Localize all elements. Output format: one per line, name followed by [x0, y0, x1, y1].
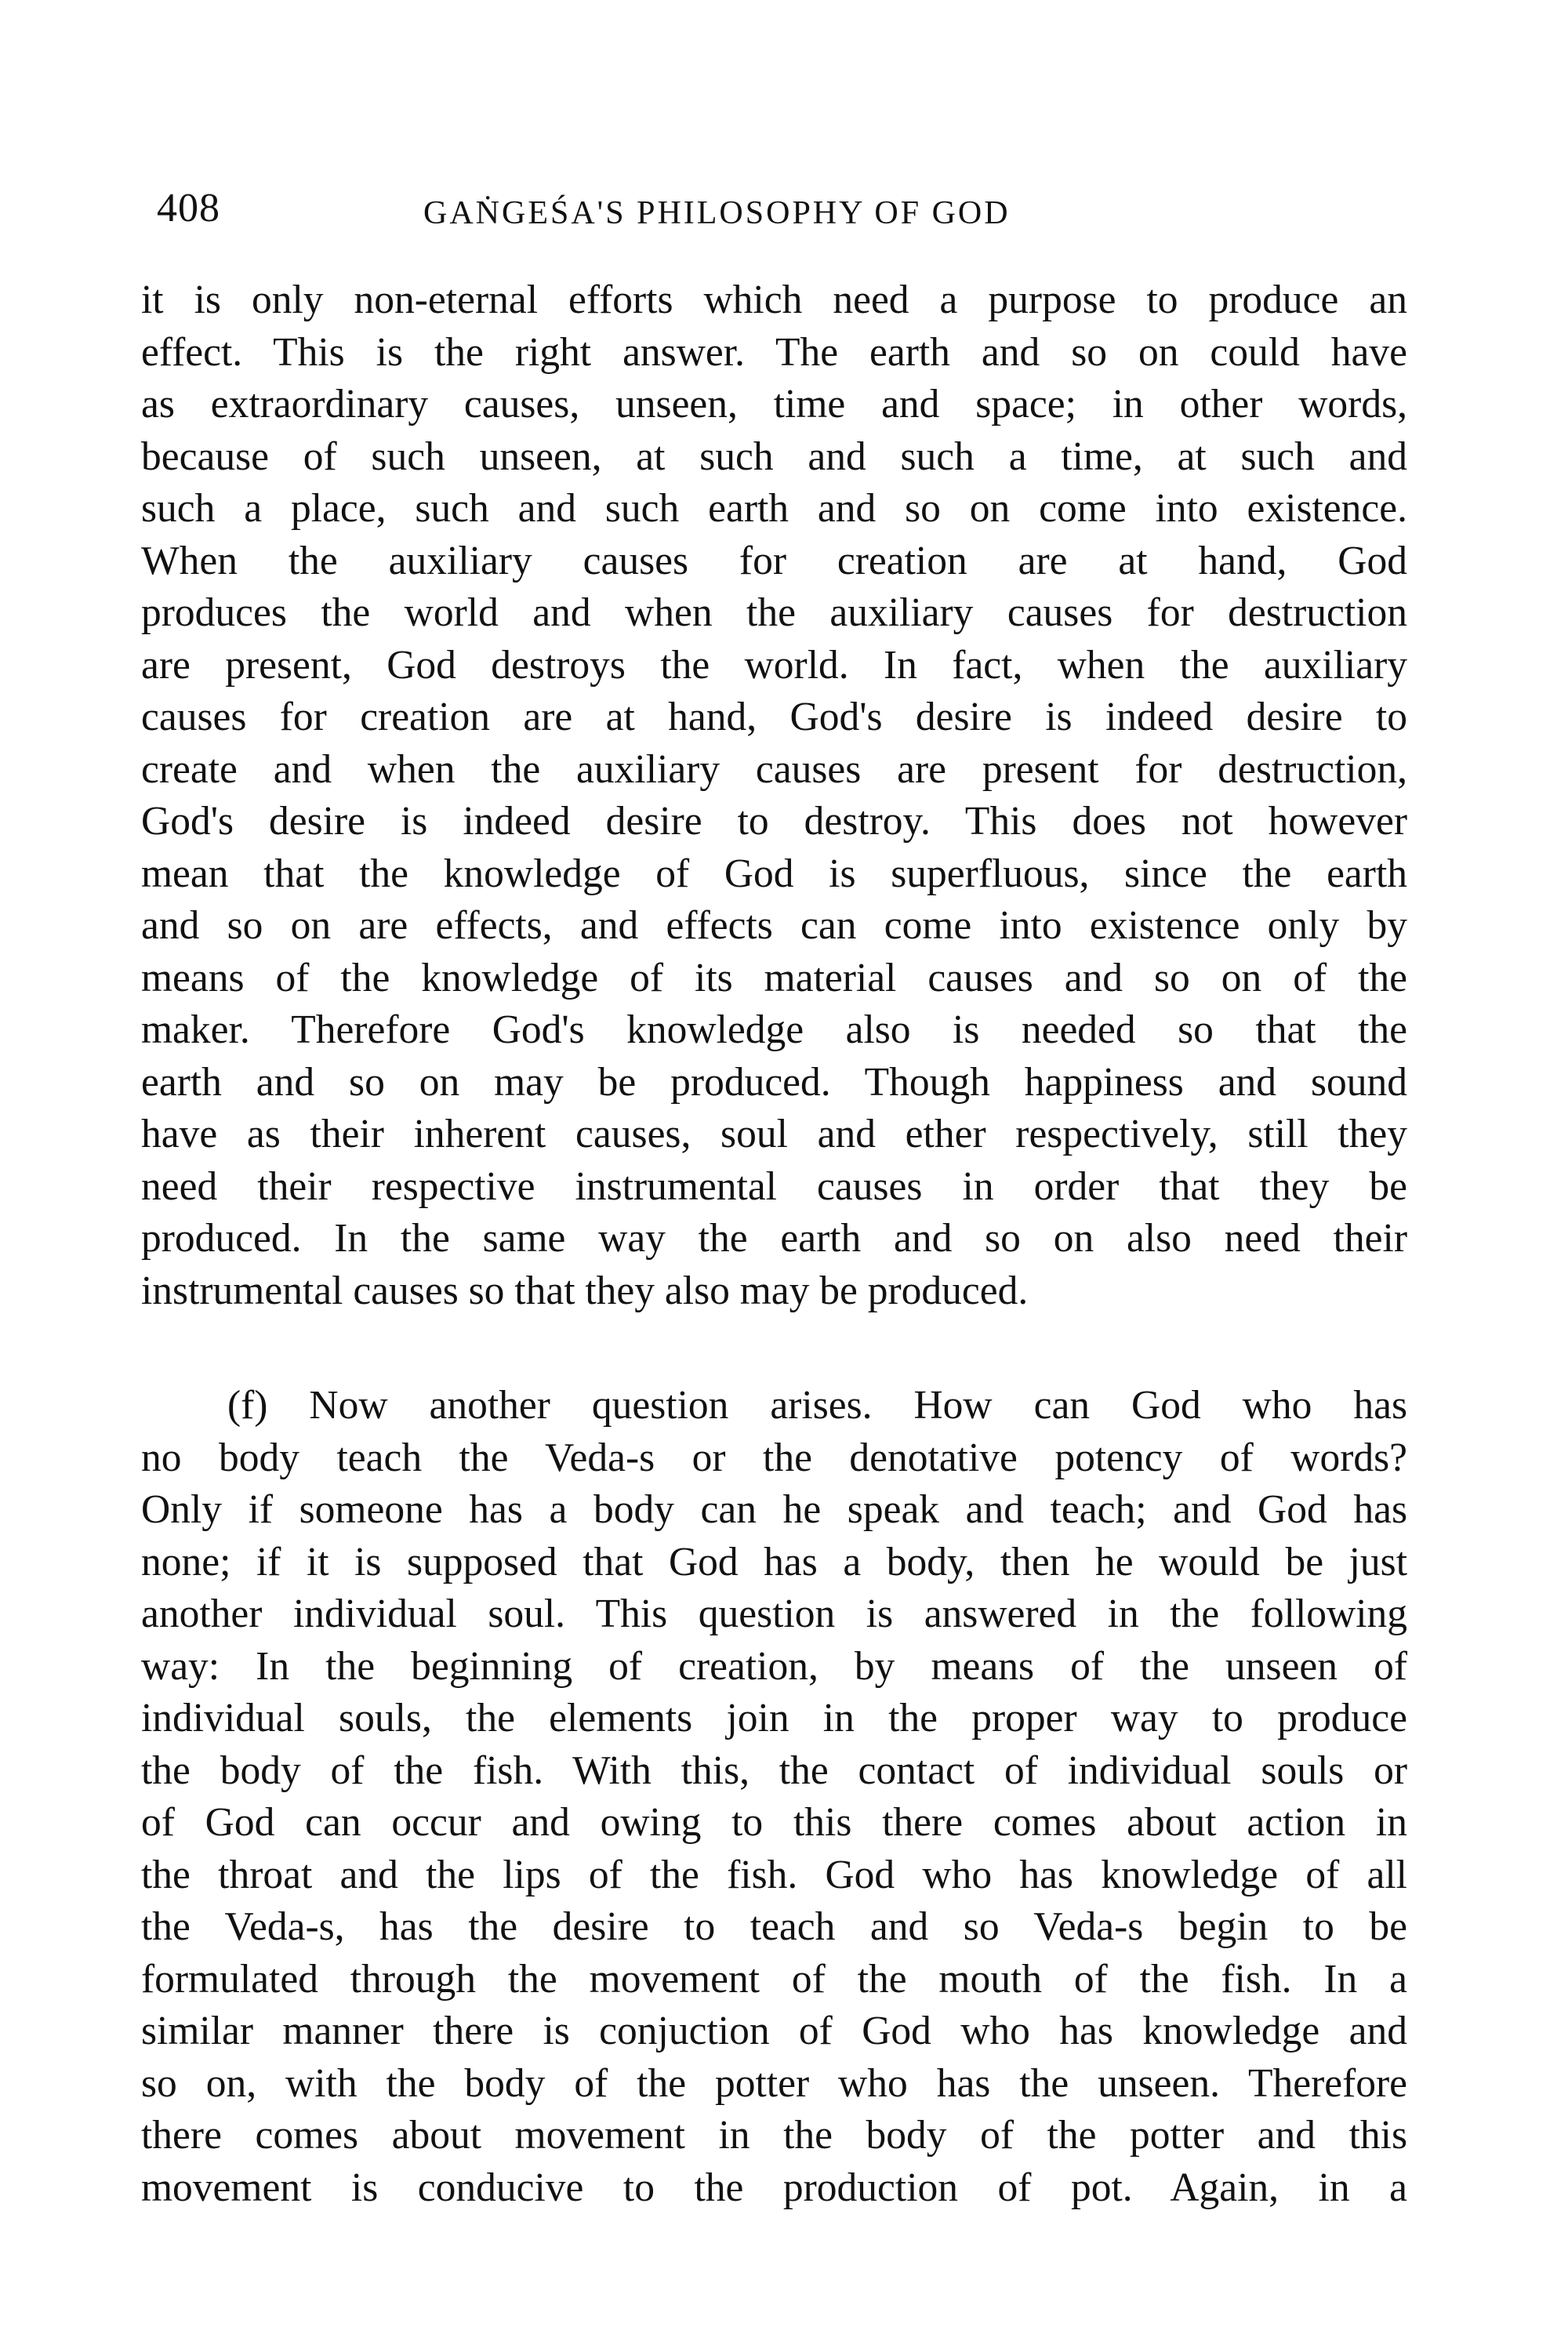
text-line: way: In the beginning of creation, by means of the unseen of — [141, 1643, 1407, 1689]
text-line: produces the world and when the auxiliary causes for destruction — [141, 590, 1407, 635]
text-line: there comes about movement in the body of the potter and this — [141, 2113, 1407, 2158]
text-line: the Veda-s, has the desire to teach and so Veda-s begin to be — [141, 1904, 1407, 1949]
paragraph-2 — [141, 1380, 1407, 2214]
text-line: effect. This is the right answer. The earth and so on could have — [141, 329, 1407, 375]
running-title: GAṄGEŚA'S PHILOSOPHY OF GOD — [423, 195, 1011, 231]
text-line: individual souls, the elements join in the proper way to produce — [141, 1696, 1407, 1740]
text-line: and so on are effects, and effects can come into existence only by — [141, 903, 1407, 948]
text-line: so on, with the body of the potter who has the unseen. Therefore — [141, 2060, 1407, 2106]
text-line: instrumental causes so that they also may be produced. — [141, 1268, 1029, 1313]
text-line: such a place, such and such earth and so on come into existence. — [141, 486, 1407, 531]
text-line: movement is conducive to the production of pot. Again, in a — [141, 2165, 1407, 2210]
text-line: similar manner there is conjuction of God who has knowledge and — [141, 2009, 1407, 2053]
text-line: as extraordinary causes, unseen, time and space; in other words, — [141, 382, 1407, 426]
text-line: none; if it is supposed that God has a body, then he would be just — [141, 1539, 1407, 1584]
text-line: formulated through the movement of the mouth of the fish. In a — [141, 1956, 1407, 2002]
text-line: no body teach the Veda-s or the denotative potency of words? — [141, 1435, 1407, 1480]
paragraph-1 — [141, 274, 1407, 1317]
page-number: 408 — [157, 186, 220, 230]
text-line: the body of the fish. With this, the contact of individual souls or — [141, 1748, 1407, 1793]
text-line: Only if someone has a body can he speak and teach; and God has — [141, 1487, 1407, 1532]
text-line: create and when the auxiliary causes are present for destruction, — [141, 746, 1407, 792]
text-line: When the auxiliary causes for creation are at hand, God — [141, 538, 1407, 583]
text-line: causes for creation are at hand, God's desire is indeed desire to — [141, 695, 1407, 739]
text-line: it is only non-eternal efforts which need a purpose to produce an — [141, 278, 1407, 322]
text-line: the throat and the lips of the fish. God who has knowledge of all — [141, 1852, 1407, 1897]
text-line: because of such unseen, at such and such a time, at such and — [141, 434, 1407, 479]
text-line: God's desire is indeed desire to destroy. This does not however — [141, 799, 1407, 844]
text-line: need their respective instrumental causes in order that they be — [141, 1163, 1407, 1209]
text-line: maker. Therefore God's knowledge also is needed so that the — [141, 1007, 1407, 1052]
text-line: are present, God destroys the world. In fact, when the auxiliary — [141, 642, 1407, 688]
text-line: have as their inherent causes, soul and ether respectively, still they — [141, 1112, 1407, 1156]
text-line: (f) Now another question arises. How can God who has — [227, 1383, 1407, 1428]
text-line: means of the knowledge of its material causes and so on of the — [141, 955, 1407, 1000]
text-line: of God can occur and owing to this there comes about action in — [141, 1800, 1407, 1845]
text-line: earth and so on may be produced. Though happiness and sound — [141, 1059, 1407, 1105]
text-line: mean that the knowledge of God is superfluous, since the earth — [141, 851, 1407, 896]
text-line: another individual soul. This question is answered in the following — [141, 1592, 1407, 1636]
text-line: produced. In the same way the earth and so on also need their — [141, 1216, 1407, 1261]
